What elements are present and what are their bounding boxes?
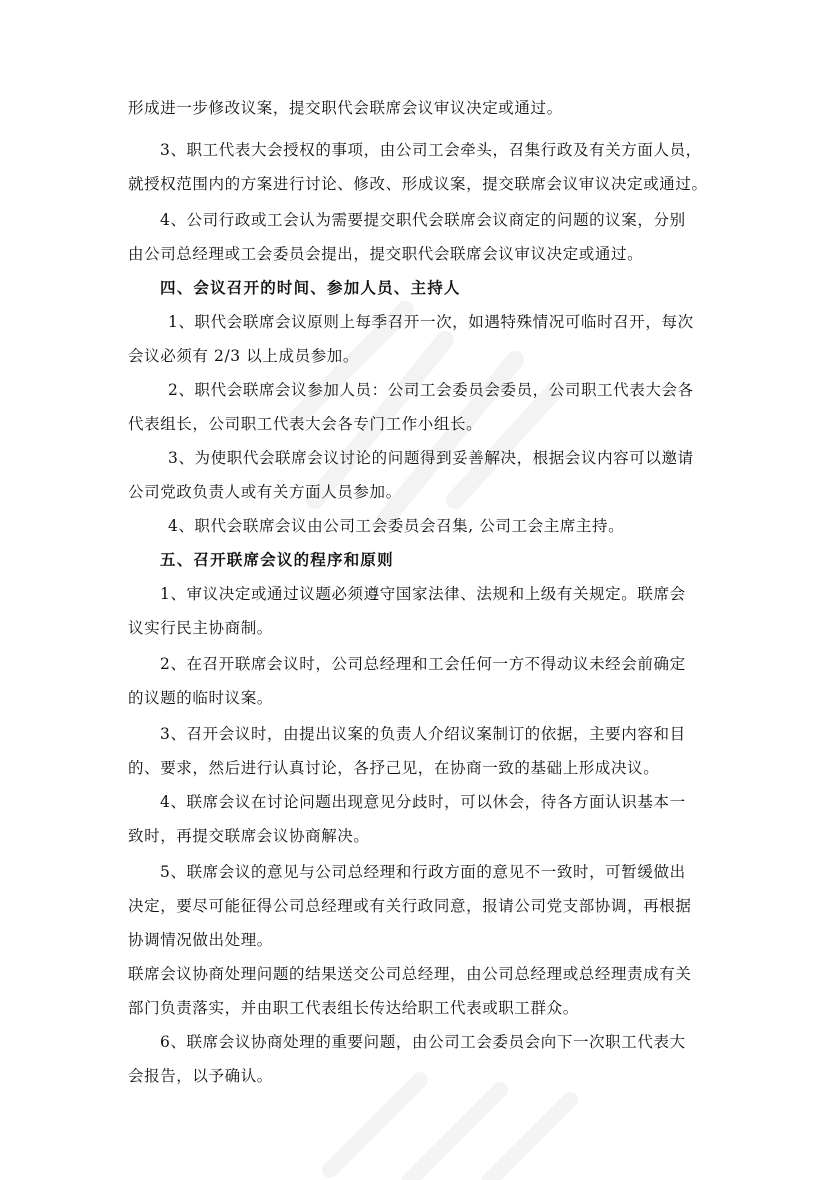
text-line: 代表组长，公司职工代表大会各专门工作小组长。 — [128, 415, 483, 433]
text-line: 3、召开会议时，由提出议案的负责人介绍议案制订的依据，主要内容和目 — [160, 725, 686, 743]
text-line: 3、职工代表大会授权的事项，由公司工会牵头，召集行政及有关方面人员， — [160, 141, 702, 159]
text-line: 协调情况做出处理。 — [128, 931, 273, 949]
section-heading: 四、会议召开的时间、参加人员、主持人 — [160, 279, 461, 297]
text-line: 议实行民主协商制。 — [128, 619, 273, 637]
text-line: 4、职代会联席会议由公司工会委员会召集, 公司工会主席主持。 — [168, 517, 625, 535]
text-line: 3、为使职代会联席会议讨论的问题得到妥善解决，根据会议内容可以邀请 — [168, 449, 694, 467]
section-heading: 五、召开联席会议的程序和原则 — [160, 551, 394, 569]
text-line: 公司党政负责人或有关方面人员参加。 — [128, 483, 402, 501]
text-line: 5、联席会议的意见与公司总经理和行政方面的意见不一致时，可暂缓做出 — [160, 863, 686, 881]
text-line: 4、联席会议在讨论问题出现意见分歧时，可以休会，待各方面认识基本一 — [160, 793, 686, 811]
text-line: 6、联席会议协商处理的重要问题，由公司工会委员会向下一次职工代表大 — [160, 1033, 686, 1051]
text-line: 形成进一步修改议案，提交职代会联席会议审议决定或通过。 — [128, 99, 563, 117]
watermark-graphic-bottom — [300, 1040, 600, 1180]
text-line: 4、公司行政或工会认为需要提交职代会联席会议商定的问题的议案，分别 — [160, 211, 686, 229]
text-line: 致时，再提交联席会议协商解决。 — [128, 827, 370, 845]
text-line: 1、审议决定或通过议题必须遵守国家法律、法规和上级有关规定。联席会 — [160, 585, 686, 603]
text-line: 2、在召开联席会议时，公司总经理和工会任何一方不得动议未经会前确定 — [160, 655, 686, 673]
text-line: 部门负责落实，并由职工代表组长传达给职工代表或职工群众。 — [128, 999, 579, 1017]
text-line: 1、职代会联席会议原则上每季召开一次，如遇特殊情况可临时召开，每次 — [168, 313, 694, 331]
text-line: 的议题的临时议案。 — [128, 689, 273, 707]
text-line: 决定，要尽可能征得公司总经理或有关行政同意，报请公司党支部协调，再根据 — [128, 897, 692, 915]
text-line: 就授权范围内的方案进行讨论、修改、形成议案，提交联席会议审议决定或通过。 — [128, 175, 708, 193]
text-line: 2、职代会联席会议参加人员：公司工会委员会委员，公司职工代表大会各 — [168, 381, 694, 399]
text-line: 会议必须有 2/3 以上成员参加。 — [128, 347, 360, 365]
text-line: 的、要求，然后进行认真讨论，各抒己见，在协商一致的基础上形成决议。 — [128, 759, 660, 777]
text-line: 会报告，以予确认。 — [128, 1067, 273, 1085]
text-line: 由公司总经理或工会委员会提出，提交职代会联席会议审议决定或通过。 — [128, 245, 644, 263]
text-line: 联席会议协商处理问题的结果送交公司总经理，由公司总经理或总经理责成有关 — [128, 965, 692, 983]
